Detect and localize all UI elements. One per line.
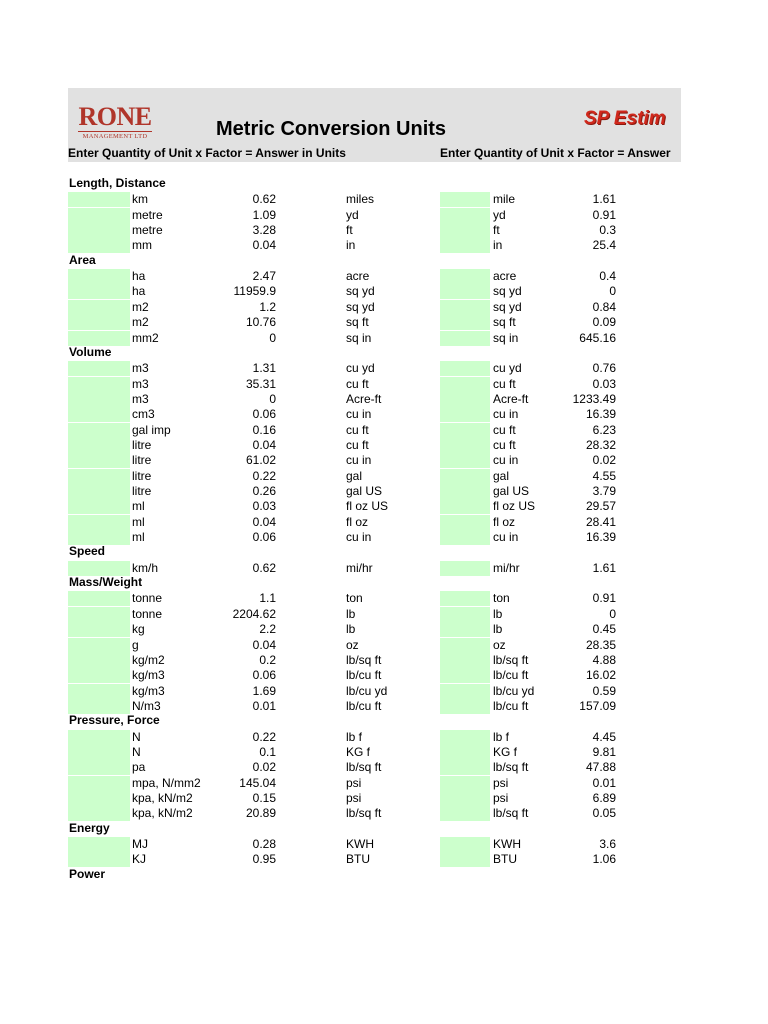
factor-left: 2.2 xyxy=(259,622,276,637)
unit-to-left: cu ft xyxy=(346,376,369,391)
quantity-input-right[interactable] xyxy=(440,515,490,530)
unit-to-left: sq ft xyxy=(346,315,369,330)
quantity-input-left[interactable] xyxy=(68,269,130,284)
quantity-input-left[interactable] xyxy=(68,607,130,622)
factor-left: 20.89 xyxy=(245,806,276,821)
quantity-input-right[interactable] xyxy=(440,638,490,653)
quantity-input-left[interactable] xyxy=(68,392,130,407)
quantity-input-left[interactable] xyxy=(68,684,130,699)
factor-right: 1233.49 xyxy=(572,391,616,406)
unit-from-right: mi/hr xyxy=(493,560,520,575)
unit-from-right: cu ft xyxy=(493,376,516,391)
unit-to-left: lb/sq ft xyxy=(346,806,382,821)
unit-from-left: kpa, kN/m2 xyxy=(132,791,193,805)
unit-from-right: lb/sq ft xyxy=(493,806,529,821)
factor-left: 0.04 xyxy=(252,437,276,452)
quantity-input-left[interactable] xyxy=(68,238,130,253)
factor-right: 6.89 xyxy=(592,791,616,805)
unit-to-left: sq in xyxy=(346,330,372,345)
unit-to-left: cu yd xyxy=(346,361,375,376)
factor-right: 0.01 xyxy=(592,775,616,790)
factor-left: 0.01 xyxy=(252,698,276,713)
quantity-input-left[interactable] xyxy=(68,284,130,299)
quantity-input-right[interactable] xyxy=(440,699,490,714)
quantity-input-right[interactable] xyxy=(440,377,490,392)
unit-to-left: gal xyxy=(346,468,363,483)
factor-right: 4.55 xyxy=(592,468,616,483)
unit-to-left: cu in xyxy=(346,453,372,468)
factor-left: 0.1 xyxy=(259,744,276,759)
unit-from-right: BTU xyxy=(493,852,517,867)
factor-left: 0.62 xyxy=(252,192,276,207)
quantity-input-left[interactable] xyxy=(68,438,130,453)
quantity-input-right[interactable] xyxy=(440,300,490,315)
unit-from-right: gal xyxy=(493,468,510,483)
unit-to-left: lb/cu yd xyxy=(346,683,388,698)
unit-from-left: m3 xyxy=(132,361,149,376)
unit-to-left: lb xyxy=(346,606,356,621)
unit-from-right: sq in xyxy=(493,330,519,345)
quantity-input-right[interactable] xyxy=(440,561,490,576)
unit-from-left: pa xyxy=(132,760,146,775)
quantity-input-right[interactable] xyxy=(440,423,490,438)
unit-from-left: g xyxy=(132,637,139,652)
unit-from-right: yd xyxy=(493,207,506,222)
unit-from-left: tonne xyxy=(132,591,163,606)
instruction-right: Enter Quantity of Unit x Factor = Answer xyxy=(440,146,671,160)
instruction-left: Enter Quantity of Unit x Factor = Answer in Units xyxy=(68,146,346,160)
factor-left: 10.76 xyxy=(245,315,276,330)
unit-from-left: kg/m3 xyxy=(132,683,165,698)
factor-right: 0 xyxy=(609,606,616,621)
factor-left: 0.2 xyxy=(259,652,276,667)
factor-right: 9.81 xyxy=(592,744,616,759)
factor-right: 0.09 xyxy=(592,315,616,330)
factor-left: 0.62 xyxy=(252,560,276,575)
quantity-input-left[interactable] xyxy=(68,499,130,514)
factor-left: 0 xyxy=(269,330,276,345)
unit-from-right: lb xyxy=(493,622,503,637)
quantity-input-right[interactable] xyxy=(440,760,490,775)
unit-to-left: KWH xyxy=(346,837,374,852)
unit-to-left: sq yd xyxy=(346,284,375,299)
unit-from-right: sq ft xyxy=(493,315,516,330)
factor-left: 0.15 xyxy=(252,791,276,805)
unit-to-left: cu in xyxy=(346,530,372,545)
unit-to-left: in xyxy=(346,238,356,253)
unit-from-right: in xyxy=(493,238,503,253)
factor-right: 0 xyxy=(609,284,616,299)
unit-from-left: litre xyxy=(132,468,152,483)
quantity-input-left[interactable] xyxy=(68,622,130,637)
quantity-input-left[interactable] xyxy=(68,192,130,207)
unit-from-left: km xyxy=(132,192,148,207)
quantity-input-left[interactable] xyxy=(68,361,130,376)
quantity-input-right[interactable] xyxy=(440,315,490,330)
quantity-input-right[interactable] xyxy=(440,484,490,499)
factor-left: 0.06 xyxy=(252,530,276,545)
unit-from-right: lb f xyxy=(493,729,510,744)
unit-from-right: fl oz xyxy=(493,514,516,529)
unit-to-left: KG f xyxy=(346,744,371,759)
factor-left: 0 xyxy=(269,391,276,406)
quantity-input-right[interactable] xyxy=(440,607,490,622)
unit-from-left: ml xyxy=(132,514,145,529)
factor-right: 28.41 xyxy=(585,514,616,529)
unit-to-left: lb/sq ft xyxy=(346,760,382,775)
unit-to-left: oz xyxy=(346,637,359,652)
factor-right: 0.84 xyxy=(592,299,616,314)
unit-from-left: m2 xyxy=(132,299,149,314)
quantity-input-right[interactable] xyxy=(440,269,490,284)
quantity-input-right[interactable] xyxy=(440,776,490,791)
unit-from-left: mm2 xyxy=(132,330,159,345)
unit-from-left: N xyxy=(132,744,141,759)
quantity-input-left[interactable] xyxy=(68,638,130,653)
unit-to-left: BTU xyxy=(346,852,370,867)
quantity-input-right[interactable] xyxy=(440,806,490,821)
unit-from-left: ha xyxy=(132,284,146,299)
factor-left: 0.06 xyxy=(252,668,276,683)
unit-from-right: cu in xyxy=(493,453,519,468)
unit-from-left: m2 xyxy=(132,315,149,330)
unit-from-right: sq yd xyxy=(493,299,522,314)
section-label: Length, Distance xyxy=(69,176,166,190)
quantity-input-left[interactable] xyxy=(68,469,130,484)
factor-left: 0.16 xyxy=(252,422,276,437)
unit-to-left: acre xyxy=(346,269,370,284)
unit-from-left: litre xyxy=(132,453,152,468)
unit-from-left: ml xyxy=(132,530,145,545)
factor-right: 0.05 xyxy=(592,806,616,821)
unit-from-left: mm xyxy=(132,238,152,253)
unit-to-left: cu in xyxy=(346,407,372,422)
quantity-input-right[interactable] xyxy=(440,837,490,852)
quantity-input-right[interactable] xyxy=(440,407,490,422)
quantity-input-left[interactable] xyxy=(68,407,130,422)
factor-left: 1.69 xyxy=(252,683,276,698)
factor-left: 0.04 xyxy=(252,637,276,652)
factor-left: 0.04 xyxy=(252,514,276,529)
page-title: Metric Conversion Units xyxy=(216,118,447,140)
quantity-input-left[interactable] xyxy=(68,760,130,775)
factor-right: 1.61 xyxy=(592,560,616,575)
unit-to-left: psi xyxy=(346,775,362,790)
unit-to-left: lb xyxy=(346,622,356,637)
unit-from-left: MJ xyxy=(132,837,148,852)
unit-from-left: mpa, N/mm2 xyxy=(132,775,201,790)
quantity-input-left[interactable] xyxy=(68,315,130,330)
quantity-input-left[interactable] xyxy=(68,653,130,668)
quantity-input-left[interactable] xyxy=(68,591,130,606)
logo-text: RONE xyxy=(78,102,152,131)
quantity-input-right[interactable] xyxy=(440,438,490,453)
factor-left: 1.1 xyxy=(259,591,276,606)
quantity-input-right[interactable] xyxy=(440,361,490,376)
quantity-input-left[interactable] xyxy=(68,699,130,714)
factor-left: 0.95 xyxy=(252,852,276,867)
quantity-input-left[interactable] xyxy=(68,377,130,392)
factor-right: 0.91 xyxy=(592,207,616,222)
factor-left: 1.2 xyxy=(259,299,276,314)
quantity-input-right[interactable] xyxy=(440,730,490,745)
unit-from-right: lb/sq ft xyxy=(493,760,529,775)
unit-to-left: fl oz xyxy=(346,514,369,529)
unit-from-right: Acre-ft xyxy=(493,391,529,406)
section-label: Volume xyxy=(69,344,112,359)
quantity-input-left[interactable] xyxy=(68,776,130,791)
unit-from-left: m3 xyxy=(132,391,149,406)
quantity-input-left[interactable] xyxy=(68,300,130,315)
unit-from-right: ton xyxy=(493,591,510,606)
unit-to-left: psi xyxy=(346,791,362,805)
unit-to-left: miles xyxy=(346,192,375,207)
factor-left: 0.22 xyxy=(252,729,276,744)
unit-from-right: lb/sq ft xyxy=(493,652,529,667)
quantity-input-right[interactable] xyxy=(440,668,490,683)
quantity-input-right[interactable] xyxy=(440,622,490,637)
unit-to-left: ton xyxy=(346,591,363,606)
logo-subtext: MANAGEMENT LTD xyxy=(78,131,152,140)
factor-right: 1.06 xyxy=(592,852,616,867)
quantity-input-right[interactable] xyxy=(440,499,490,514)
unit-from-left: KJ xyxy=(132,852,147,867)
factor-left: 2.47 xyxy=(252,269,276,284)
unit-from-right: cu ft xyxy=(493,437,516,452)
factor-right: 0.76 xyxy=(592,361,616,376)
unit-to-left: yd xyxy=(346,207,359,222)
factor-right: 4.88 xyxy=(592,652,616,667)
factor-left: 145.04 xyxy=(239,775,276,790)
factor-left: 0.26 xyxy=(252,484,276,498)
factor-right: 0.02 xyxy=(592,453,616,468)
factor-right: 157.09 xyxy=(579,698,616,713)
unit-to-left: lb/sq ft xyxy=(346,652,382,667)
factor-right: 4.45 xyxy=(592,729,616,744)
unit-from-left: metre xyxy=(132,207,163,222)
unit-to-left: mi/hr xyxy=(346,560,373,575)
unit-to-left: lb f xyxy=(346,729,363,744)
unit-from-left: N/m3 xyxy=(132,698,161,713)
unit-from-right: cu yd xyxy=(493,361,522,376)
section-label: Area xyxy=(69,252,96,267)
unit-to-left: Acre-ft xyxy=(346,391,382,406)
factor-right: 28.32 xyxy=(585,437,616,452)
factor-right: 0.45 xyxy=(592,622,616,637)
factor-right: 0.59 xyxy=(592,683,616,698)
unit-from-left: ha xyxy=(132,269,146,284)
quantity-input-left[interactable] xyxy=(68,837,130,852)
factor-left: 35.31 xyxy=(245,376,276,391)
quantity-input-right[interactable] xyxy=(440,208,490,223)
unit-from-right: mile xyxy=(493,192,516,207)
section-label: Power xyxy=(69,866,106,881)
quantity-input-left[interactable] xyxy=(68,453,130,468)
unit-from-right: lb/cu ft xyxy=(493,668,529,683)
quantity-input-right[interactable] xyxy=(440,223,490,238)
unit-to-left: lb/cu ft xyxy=(346,668,382,683)
quantity-input-right[interactable] xyxy=(440,284,490,299)
quantity-input-right[interactable] xyxy=(440,530,490,545)
unit-from-right: cu ft xyxy=(493,422,516,437)
quantity-input-right[interactable] xyxy=(440,192,490,207)
unit-to-left: sq yd xyxy=(346,299,375,314)
unit-from-right: cu in xyxy=(493,407,519,422)
unit-from-right: oz xyxy=(493,637,506,652)
unit-from-left: km/h xyxy=(132,560,159,575)
quantity-input-right[interactable] xyxy=(440,791,490,806)
factor-right: 16.39 xyxy=(585,407,616,422)
factor-left: 0.22 xyxy=(252,468,276,483)
factor-right: 3.79 xyxy=(592,484,616,498)
factor-left: 61.02 xyxy=(245,453,276,468)
factor-right: 1.61 xyxy=(592,192,616,207)
brand-logo: SP Estim xyxy=(584,108,666,129)
unit-to-left: cu ft xyxy=(346,422,369,437)
unit-to-left: ft xyxy=(346,223,353,238)
factor-left: 0.02 xyxy=(252,760,276,775)
unit-to-left: gal US xyxy=(346,484,383,498)
unit-from-left: kpa, kN/m2 xyxy=(132,806,193,821)
section-label: Energy xyxy=(69,820,110,835)
quantity-input-left[interactable] xyxy=(68,423,130,438)
quantity-input-right[interactable] xyxy=(440,453,490,468)
unit-from-left: kg/m2 xyxy=(132,652,165,667)
quantity-input-right[interactable] xyxy=(440,238,490,253)
factor-right: 3.6 xyxy=(599,837,616,852)
unit-from-right: psi xyxy=(493,775,509,790)
quantity-input-left[interactable] xyxy=(68,806,130,821)
quantity-input-left[interactable] xyxy=(68,515,130,530)
company-logo xyxy=(78,104,152,142)
unit-from-right: KWH xyxy=(493,837,521,852)
factor-right: 0.03 xyxy=(592,376,616,391)
unit-from-right: lb xyxy=(493,606,503,621)
factor-right: 28.35 xyxy=(585,637,616,652)
section-label: Pressure, Force xyxy=(69,713,160,728)
unit-from-right: lb/cu yd xyxy=(493,683,535,698)
unit-from-right: ft xyxy=(493,223,500,238)
factor-left: 2204.62 xyxy=(232,606,276,621)
factor-right: 16.39 xyxy=(585,530,616,545)
factor-left: 0.04 xyxy=(252,238,276,253)
section-label: Mass/Weight xyxy=(69,575,143,590)
unit-to-left: fl oz US xyxy=(346,499,389,514)
unit-from-right: cu in xyxy=(493,530,519,545)
quantity-input-left[interactable] xyxy=(68,208,130,223)
quantity-input-left[interactable] xyxy=(68,530,130,545)
quantity-input-left[interactable] xyxy=(68,223,130,238)
unit-to-left: lb/cu ft xyxy=(346,698,382,713)
factor-right: 0.91 xyxy=(592,591,616,606)
quantity-input-right[interactable] xyxy=(440,653,490,668)
unit-from-left: litre xyxy=(132,437,152,452)
quantity-input-right[interactable] xyxy=(440,684,490,699)
quantity-input-left[interactable] xyxy=(68,331,130,346)
unit-from-left: metre xyxy=(132,223,163,238)
quantity-input-right[interactable] xyxy=(440,469,490,484)
unit-from-left: cm3 xyxy=(132,407,155,422)
factor-left: 1.09 xyxy=(252,207,276,222)
quantity-input-right[interactable] xyxy=(440,591,490,606)
unit-from-right: fl oz US xyxy=(493,499,536,514)
unit-from-left: litre xyxy=(132,484,152,498)
factor-right: 0.4 xyxy=(599,269,616,284)
factor-left: 0.28 xyxy=(252,837,276,852)
quantity-input-left[interactable] xyxy=(68,561,130,576)
quantity-input-left[interactable] xyxy=(68,668,130,683)
quantity-input-right[interactable] xyxy=(440,331,490,346)
factor-left: 0.03 xyxy=(252,499,276,514)
unit-from-left: ml xyxy=(132,499,145,514)
quantity-input-right[interactable] xyxy=(440,745,490,760)
factor-left: 0.06 xyxy=(252,407,276,422)
unit-from-right: acre xyxy=(493,269,517,284)
factor-left: 1.31 xyxy=(252,361,276,376)
unit-to-left: cu ft xyxy=(346,437,369,452)
factor-right: 645.16 xyxy=(579,330,616,345)
quantity-input-left[interactable] xyxy=(68,791,130,806)
factor-left: 11959.9 xyxy=(233,284,276,299)
factor-right: 47.88 xyxy=(585,760,616,775)
unit-from-left: N xyxy=(132,729,141,744)
unit-from-left: tonne xyxy=(132,606,163,621)
unit-from-right: sq yd xyxy=(493,284,522,299)
quantity-input-left[interactable] xyxy=(68,852,130,867)
unit-from-right: lb/cu ft xyxy=(493,698,529,713)
unit-from-left: m3 xyxy=(132,376,149,391)
section-label: Speed xyxy=(69,544,106,559)
factor-right: 6.23 xyxy=(592,422,616,437)
factor-right: 25.4 xyxy=(592,238,616,253)
unit-from-left: kg/m3 xyxy=(132,668,165,683)
quantity-input-left[interactable] xyxy=(68,730,130,745)
quantity-input-left[interactable] xyxy=(68,745,130,760)
quantity-input-left[interactable] xyxy=(68,484,130,499)
factor-right: 29.57 xyxy=(585,499,616,514)
unit-from-right: psi xyxy=(493,791,509,805)
quantity-input-right[interactable] xyxy=(440,852,490,867)
factor-right: 16.02 xyxy=(585,668,616,683)
factor-left: 3.28 xyxy=(252,223,276,238)
unit-from-right: KG f xyxy=(493,744,518,759)
factor-right: 0.3 xyxy=(599,223,616,238)
unit-from-left: kg xyxy=(132,622,145,637)
unit-from-right: gal US xyxy=(493,484,530,498)
quantity-input-right[interactable] xyxy=(440,392,490,407)
unit-from-left: gal imp xyxy=(132,422,171,437)
